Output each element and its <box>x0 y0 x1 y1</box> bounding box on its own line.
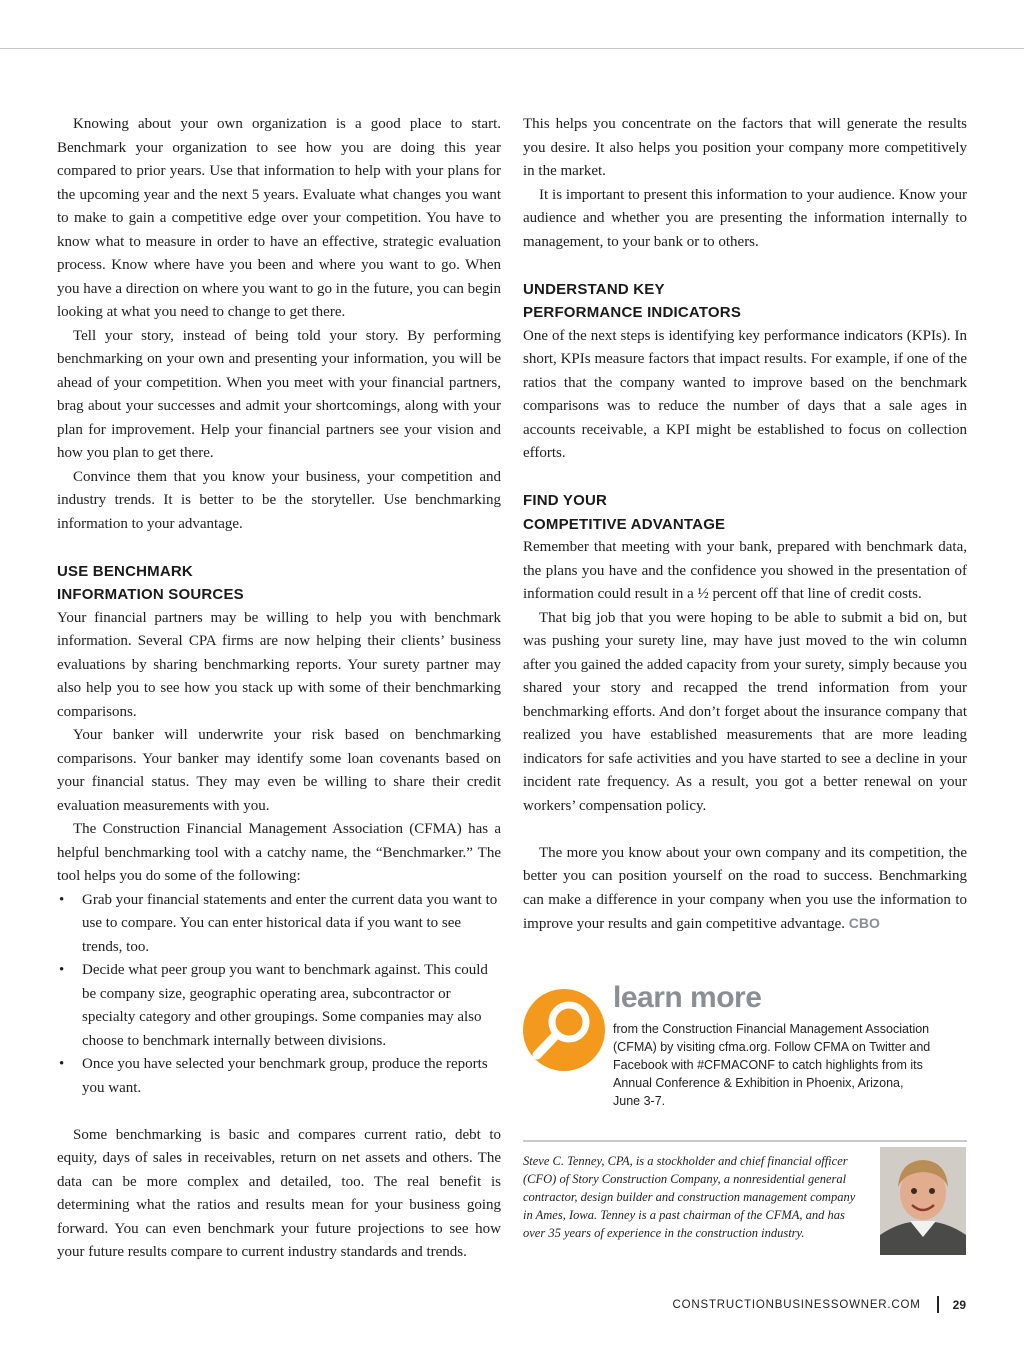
paragraph: Knowing about your own organization is a good place to start. Benchmark your organization to see how you are doing this year compared to prior years. Use that information to help with your plans for the upcoming year and the next 5 years. Evaluate what changes you want to make to gain a competitive edge over your competition. You have to know what to measure in order to have an effective, strategic evaluation process. Know where have you been and where you want to go. When you have a direction on where you want to go in the future, you can begin looking at what you need to change to get there. <box>57 116 501 320</box>
footer-site: CONSTRUCTIONBUSINESSOWNER.COM <box>672 1298 921 1311</box>
bio-divider <box>523 1140 967 1142</box>
left-column <box>57 113 501 1265</box>
paragraph: Tell your story, instead of being told your story. By performing benchmarking on your own and presenting your information, you will be ahead of your competition. When you meet with your financial partners, brag about your successes and admit your shortcomings, along with your plan for improvement. Help your financial partners see your vision and how you plan to get there. <box>57 327 501 461</box>
magnifier-icon <box>523 989 605 1071</box>
learn-more-box <box>523 981 967 1117</box>
footer-separator <box>937 1296 939 1313</box>
heading-line: COMPETITIVE ADVANTAGE <box>523 515 726 533</box>
bullet-icon: • <box>59 891 65 908</box>
heading-line: USE BENCHMARK <box>57 562 193 580</box>
paragraph: That big job that you were hoping to be able to submit a bid on, but was pushing your surety line, may have just moved to the win column after you gained the added capacity from your surety, simply because you shared your story and recapped the trend information from your benchmarking efforts. And don’t forget about the insurance company that realized you have established measurements that are more leading indicators for safe activities and you have started to see a decline in your incident rate frequency. As a result, you got a better renewal on your workers’ compensation policy. <box>523 609 967 814</box>
paragraph: Convince them that you know your business, your competition and industry trends. It is better to be the storyteller. Use benchmarking information to your advantage. <box>57 468 501 532</box>
page-footer <box>673 1296 966 1313</box>
closing-text: The more you know about your own company and its competition, the better you can position yourself on the road to success. Benchmarking can make a difference in your company when you use the information to improve your results and gain competitive advantage. <box>523 844 967 932</box>
paragraph: The Construction Financial Management Association (CFMA) has a helpful benchmarking tool with a catchy name, the “Benchmarker.” The tool helps you do some of the following: <box>57 821 501 884</box>
heading-line: PERFORMANCE INDICATORS <box>523 304 742 321</box>
paragraph: Your banker will underwrite your risk based on benchmarking comparisons. Your banker may identify some loan covenants based on your financial status. They may even be willing to share their credit evaluation measurements with you. <box>57 727 501 814</box>
paragraph: One of the next steps is identifying key performance indicators (KPIs). In short, KPIs measure factors that impact results. For example, if one of the ratios that the company wanted to improve based on the benchmark comparisons was to reduce the number of days that a sale ages in accounts receivable, a KPI might be established to focus on collection efforts. <box>523 327 967 461</box>
end-mark: CBO <box>848 915 880 931</box>
top-rule <box>0 48 1024 49</box>
heading-line: FIND YOUR <box>523 492 608 509</box>
heading-line: UNDERSTAND KEY <box>523 280 665 298</box>
section-heading-benchmark-sources <box>57 560 501 607</box>
paragraph: Some benchmarking is basic and compares current ratio, debt to equity, days of sales in receivables, return on net assets and others. The data can be more complex and detailed, too. The real benefit is determining what the ratios and results mean for your business going forward. You can even benchmark your future projections to see how your future results compare to current industry standards and trends. <box>57 1126 501 1260</box>
list-item <box>57 959 501 1053</box>
author-bio: Steve C. Tenney, CPA, is a stockholder and chief financial officer (CFO) of Story Construction Company, a nonresidential general contractor, design builder and construction management company in Ames, Iowa. Tenney is a past chairman of the CFMA, and has over 35 years of experience in the construction industry. <box>523 1154 856 1240</box>
section-heading-competitive-advantage <box>523 489 967 536</box>
bullet-icon: • <box>59 962 65 978</box>
bullet-icon: • <box>59 1056 65 1072</box>
paragraph: Remember that meeting with your bank, prepared with benchmark data, the plans you have and the confidence you showed in the presentation of information could result in a ½ percent off that line of credit costs. <box>523 539 967 602</box>
list-item-text: Once you have selected your benchmark group, produce the reports you want. <box>82 1056 488 1096</box>
author-photo <box>880 1147 966 1255</box>
closing-paragraph <box>523 842 967 937</box>
paragraph: It is important to present this information to your audience. Know your audience and whether you are presenting the information internally to management, to your bank or to others. <box>523 186 967 250</box>
bullet-list <box>57 889 501 1101</box>
page-number: 29 <box>952 1297 966 1312</box>
paragraph: This helps you concentrate on the factors that will generate the results you desire. It also helps you position your company more competitively in the market. <box>523 116 967 179</box>
list-item <box>57 889 501 960</box>
heading-line: INFORMATION SOURCES <box>57 586 244 603</box>
paragraph: Your financial partners may be willing to help you with benchmark information. Several CPA firms are now helping their clients’ business evaluations by sharing benchmarking reports. Your surety partner may also help you to see how you stack up with some of their benchmarking comparisons. <box>57 609 501 720</box>
list-item-text: Grab your financial statements and enter the current data you want to use to compare. You can enter historical data if you want to see trends, too. <box>82 891 498 955</box>
right-column <box>523 113 967 937</box>
list-item-text: Decide what peer group you want to benchmark against. This could be company size, geographic operating area, subcontractor or specialty category and other groupings. Some companies may also choose to benchmark internally between divisions. <box>82 962 488 1049</box>
section-heading-kpis <box>523 278 967 325</box>
list-item <box>57 1053 501 1100</box>
learn-more-title: learn more <box>613 981 762 1014</box>
learn-more-text: from the Construction Financial Management Association (CFMA) by visiting cfma.org. Follow CFMA on Twitter and Facebook with #CFMACONF to catch highlights from its Annual Conference & Exhibition in Phoenix, Arizona, June 3-7. <box>613 1022 931 1108</box>
